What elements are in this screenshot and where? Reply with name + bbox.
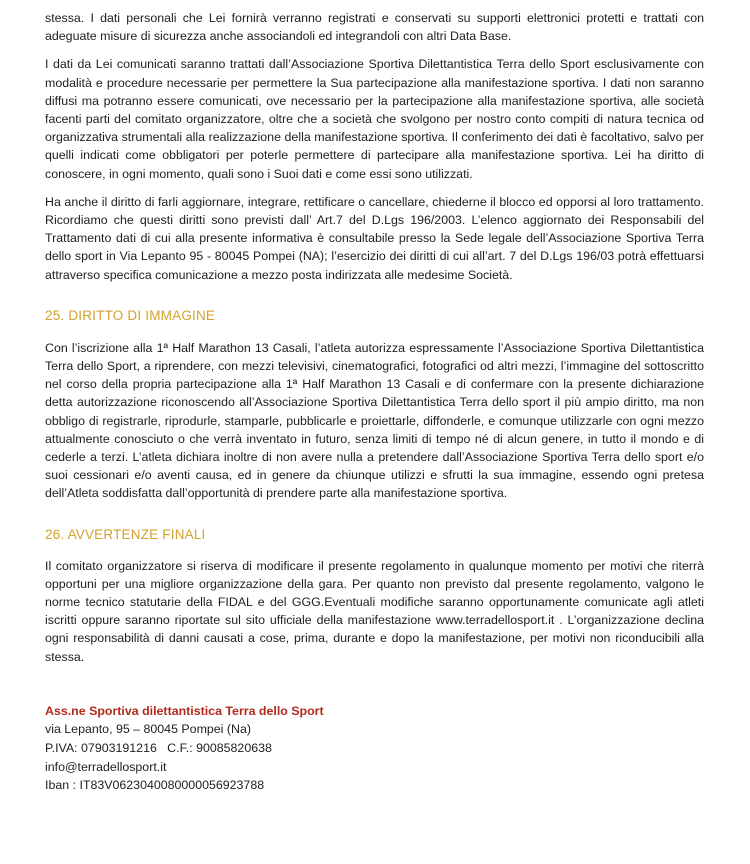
privacy-paragraph-3: Ha anche il diritto di farli aggiornare, integrare, rettificare o cancellare, chiederne il blocco ed opporsi al loro trattamento. Ricordiamo che questi diritti sono previsti dall’ Art.7 del D.Lgs 196/2003. L’elenco aggiornato dei Responsabili del Trattamento dati di cui alla presente informativa è consultabile presso la Sede legale dell’Associazione Sportiva Terra dello sport in Via Lepanto 95 - 80045 Pompei (NA); l’esercizio dei diritti di cui all’art. 7 del D.Lgs 196/03 potrà effettuarsi attraverso specifica comunicazione a mezzo posta indirizzata alle medesime Società. [45,194,704,282]
section-25-heading: 25. DIRITTO DI IMMAGINE [45,307,216,323]
section-25-body: Con l’iscrizione alla 1ª Half Marathon 13 Casali, l’atleta autorizza espressamente l’Associazione Sportiva Dilettantistica Terra dello Sport, a riprendere, con mezzi televisivi, cinematografici, fotografici od altri mezzi, l’immagine del sottoscritto nel corso della propria partecipazione alla 1ª Half Marathon 13 Casali e di confermare con la presente dichiarazione detta autorizzazione riconoscendo all’Associazione Sportiva Dilettantistica Terra dello sport il più ampio diritto, ma non obbligo di registrarle, riprodurle, stamparle, pubblicarle e proiettarle, diffonderle, e comunque utilizzarle con ogni mezzo attualmente conosciuto o che verrà inventato in futuro, senza limiti di tempo né di alcun genere, in tutto il mondo e di cederle a terzi. L’atleta dichiara inoltre di non avere nulla a pretendere dall’Associazione Sportiva Terra dello sport e/o suoi cessionari e/o aventi causa, ed in genere da chiunque utilizzi e sfrutti la sua immagine, essendo ogni pretesa dell’Atleta soddisfatta dall’opportunità di prendere parte alla manifestazione sportiva. [45,340,704,501]
section-26-heading: 26. AVVERTENZE FINALI [45,526,206,542]
organization-iban: Iban : IT83V0623040080000056923788 [45,778,265,793]
privacy-paragraph-1: stessa. I dati personali che Lei fornirà verranno registrati e conservati su supporti elettronici protetti e trattati con adeguate misure di sicurezza anche associandoli ed integrandoli con altri Data Base. [45,11,704,44]
organization-name: Ass.ne Sportiva dilettantistica Terra dello Sport [45,703,324,718]
section-26-body: Il comitato organizzatore si riserva di modificare il presente regolamento in qualunque momento per motivi che riterrà opportuni per una migliore organizzazione della gara. Per quanto non previsto dal presente regolamento, valgono le norme tecnico statutarie della FIDAL e del GGG.Eventuali modifiche saranno opportunamente comunicate agli atleti iscritti oppure saranno riportate sul sito ufficiale della manifestazione www.terradellosport.it . L’organizzazione declina ogni responsabilità di danni causati a cose, prima, durante e dopo la manifestazione, per motivi non riconducibili alla stessa. [45,558,704,664]
organization-tax-ids: P.IVA: 07903191216 C.F.: 90085820638 [45,741,272,756]
contact-footer [45,702,704,795]
organization-email: info@terradellosport.it [45,759,167,774]
privacy-paragraph-2: I dati da Lei comunicati saranno trattati dall’Associazione Sportiva Dilettantistica Terra dello Sport esclusivamente con modalità e procedure necessarie per permettere la Sua partecipazione alla manifestazione sportiva. I dati non saranno diffusi ma potranno essere comunicati, ove necessario per la partecipazione alla manifestazione sportiva, alle società facenti parti del comitato organizzatore, oltre che a società che svolgono per nostro conto compiti di natura tecnica od organizzativa strumentali alla realizzazione della manifestazione sportiva. Il conferimento dei dati è facoltativo, salvo per quelli indicati come obbligatori per poterle permettere di partecipare alla manifestazione sportiva. Lei ha diritto di conoscere, in ogni momento, quali sono i Suoi dati e come essi sono utilizzati. [45,57,704,181]
organization-address: via Lepanto, 95 – 80045 Pompei (Na) [45,722,251,737]
